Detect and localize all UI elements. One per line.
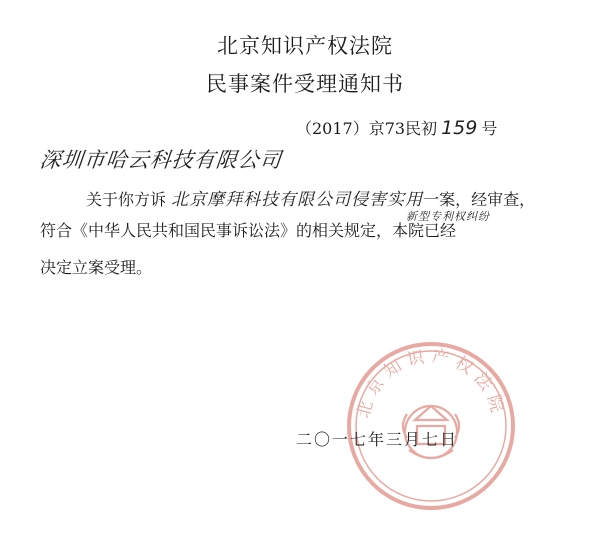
cause-insert-handwritten: 新型专利权纠纷	[406, 210, 490, 223]
body-line-1-suffix: 一案，经审查，	[423, 190, 536, 209]
body-line-3: 决定立案受理。	[40, 258, 153, 277]
body-line-1	[86, 185, 535, 210]
body-line-1-prefix: 关于你方诉	[86, 190, 167, 209]
case-number-handwritten: 159	[441, 117, 478, 139]
defendant-handwritten: 北京摩拜科技有限公司	[171, 190, 352, 210]
court-seal	[345, 340, 517, 512]
case-number-suffix: 号	[481, 119, 498, 138]
case-number	[296, 116, 497, 139]
case-number-prefix: （2017）京73民初	[296, 119, 438, 138]
body-line-2: 符合《中华人民共和国民事诉讼法》的相关规定，本院已经	[40, 221, 457, 240]
recipient-handwritten: 深圳市哈云科技有限公司	[38, 148, 284, 172]
issue-date: 二〇一七年三月七日	[296, 430, 459, 449]
cause-handwritten: 侵害实用	[351, 190, 424, 210]
notice-title: 民事案件受理通知书	[206, 72, 404, 96]
svg-text:北京知识产权法院: 北京知识产权法院	[353, 346, 509, 421]
court-name: 北京知识产权法院	[217, 34, 393, 58]
